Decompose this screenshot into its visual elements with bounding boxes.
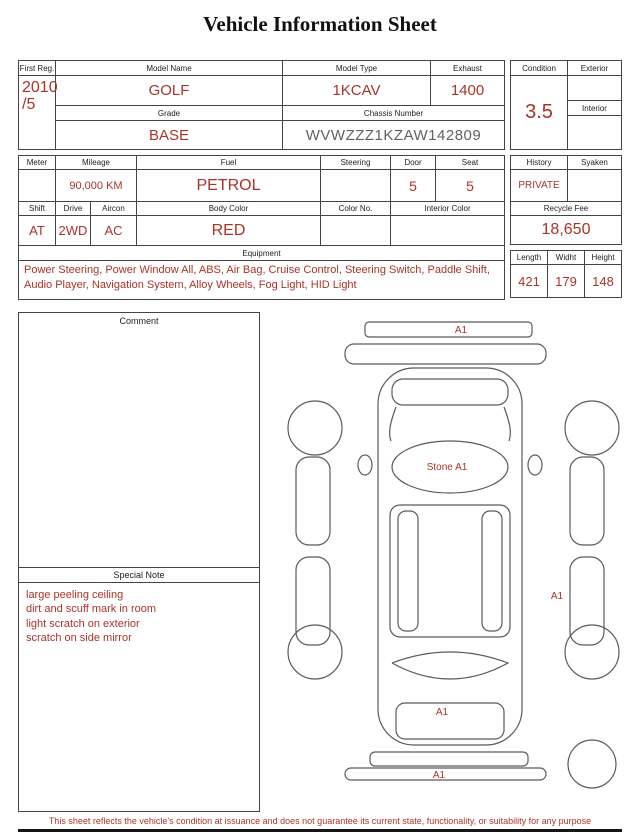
width-value: 179 (548, 265, 585, 297)
car-body-outline (378, 368, 522, 745)
door-panel-rear-right (570, 557, 604, 645)
spare-wheel (568, 740, 616, 788)
height-value: 148 (592, 273, 614, 289)
mirror-right (528, 455, 542, 475)
specs-table (18, 155, 505, 300)
car-damage-diagram (262, 315, 638, 795)
door-panel-front-left (296, 457, 330, 545)
door-label: Door (391, 156, 436, 170)
first-reg-value (19, 76, 56, 149)
identification-table (18, 60, 505, 150)
door-panel-front-right (570, 457, 604, 545)
steering-value (321, 170, 391, 201)
wheel-front-right (565, 401, 619, 455)
special-note-line: scratch on side mirror (26, 631, 132, 644)
fuel-label: Fuel (137, 156, 321, 170)
length-label: Length (511, 251, 548, 265)
damage-label-trunk: A1 (435, 707, 449, 718)
aircon-label: Aircon (91, 202, 137, 216)
door-value: 5 (391, 170, 436, 201)
rear-bumper (370, 752, 528, 766)
door-panel-rear-left (296, 557, 330, 645)
drive-label: Drive (56, 202, 91, 216)
front-trim-bar (365, 322, 532, 337)
special-note-line: dirt and scuff mark in room (26, 603, 157, 616)
model-name-value: GOLF (56, 76, 283, 106)
seat-value: 5 (466, 177, 474, 194)
grade-value: BASE (56, 121, 283, 149)
syaken-value (568, 170, 621, 201)
damage-label-top: A1 (454, 325, 468, 336)
body-color-value: RED (137, 216, 321, 245)
wheel-front-left (288, 401, 342, 455)
comment-body (19, 329, 259, 567)
history-value: PRIVATE (511, 170, 568, 201)
aircon-value: AC (91, 216, 137, 245)
first-reg-month: /5 (22, 95, 36, 113)
cabin-left-rail (398, 511, 418, 631)
chassis-number-label: Chassis Number (283, 106, 504, 121)
color-no-label: Color No. (321, 202, 391, 216)
recycle-fee-value: 18,650 (541, 221, 591, 238)
car-diagram-area (262, 315, 638, 795)
comment-panel (18, 312, 260, 812)
exhaust-value: 1400 (431, 76, 504, 106)
trunk-panel (396, 703, 504, 739)
height-label: Height (585, 251, 621, 265)
history-table (510, 155, 622, 245)
front-bumper (345, 344, 546, 364)
disclaimer-text: This sheet reflects the vehicle's condition at issuance and does not guarantee its current state, functionality, or suitability for any purpose (48, 816, 592, 826)
model-type-label: Model Type (283, 61, 431, 76)
exterior-label: Exterior (568, 61, 621, 76)
interior-color-label: Interior Color (391, 202, 504, 216)
history-label: History (511, 156, 568, 170)
equipment-value: Power Steering, Power Window All, ABS, Air Bag, Cruise Control, Steering Switch, Paddle Shift, Audio Player, Navigation System, Alloy Wheels, Fog Light, HID Light (19, 260, 504, 299)
meter-label: Meter (19, 156, 56, 170)
cabin-right-rail (482, 511, 502, 631)
grade-label: Grade (56, 106, 283, 121)
model-type-value: 1KCAV (283, 76, 431, 106)
equipment-label: Equipment (19, 245, 504, 260)
shift-label: Shift (19, 202, 56, 216)
hood-line-left (390, 407, 396, 441)
length-value: 421 (511, 265, 548, 297)
wheel-rear-right (565, 625, 619, 679)
interior-color-value (391, 216, 504, 245)
steering-label: Steering (321, 156, 391, 170)
model-name-label: Model Name (56, 61, 283, 76)
special-note-body (19, 583, 259, 811)
meter-value (19, 170, 56, 201)
chassis-number-value: WVWZZZ1KZAW142809 (305, 126, 482, 144)
comment-label: Comment (119, 316, 159, 326)
interior-value (568, 116, 621, 149)
hood-panel (392, 379, 508, 405)
mileage-value: 90,000 KM (56, 170, 137, 201)
roof-panel (390, 505, 510, 637)
body-color-label: Body Color (137, 202, 321, 216)
damage-label-right-side: A1 (550, 591, 564, 602)
condition-table (510, 60, 622, 150)
condition-value: 3.5 (511, 76, 568, 149)
fuel-value: PETROL (137, 170, 321, 201)
damage-label-bumper: A1 (432, 770, 446, 781)
dimensions-table (510, 250, 622, 298)
page-title: Vehicle Information Sheet (203, 12, 437, 36)
exterior-value (568, 76, 621, 101)
hood-line-right (504, 407, 510, 441)
recycle-fee-label: Recycle Fee (511, 202, 621, 216)
mileage-label: Mileage (56, 156, 137, 170)
interior-label: Interior (568, 101, 621, 116)
drive-value: 2WD (56, 216, 91, 245)
first-reg-year: 2010 (22, 79, 58, 96)
rear-window (392, 652, 508, 679)
shift-value: AT (19, 216, 56, 245)
rear-trim-bar (345, 768, 546, 780)
special-note-line: large peeling ceiling (26, 589, 124, 601)
first-reg-label: First Reg. (19, 61, 56, 76)
footer-rule (18, 829, 622, 832)
special-note-label: Special Note (19, 567, 259, 583)
seat-label: Seat (436, 156, 504, 170)
width-label: Widht (548, 251, 585, 265)
exhaust-label: Exhaust (431, 61, 504, 76)
condition-label: Condition (511, 61, 568, 76)
mirror-left (358, 455, 372, 475)
special-note-line: light scratch on exterior (26, 617, 140, 630)
damage-label-windshield: Stone A1 (426, 462, 468, 473)
color-no-value (321, 216, 391, 245)
syaken-label: Syaken (568, 156, 621, 170)
